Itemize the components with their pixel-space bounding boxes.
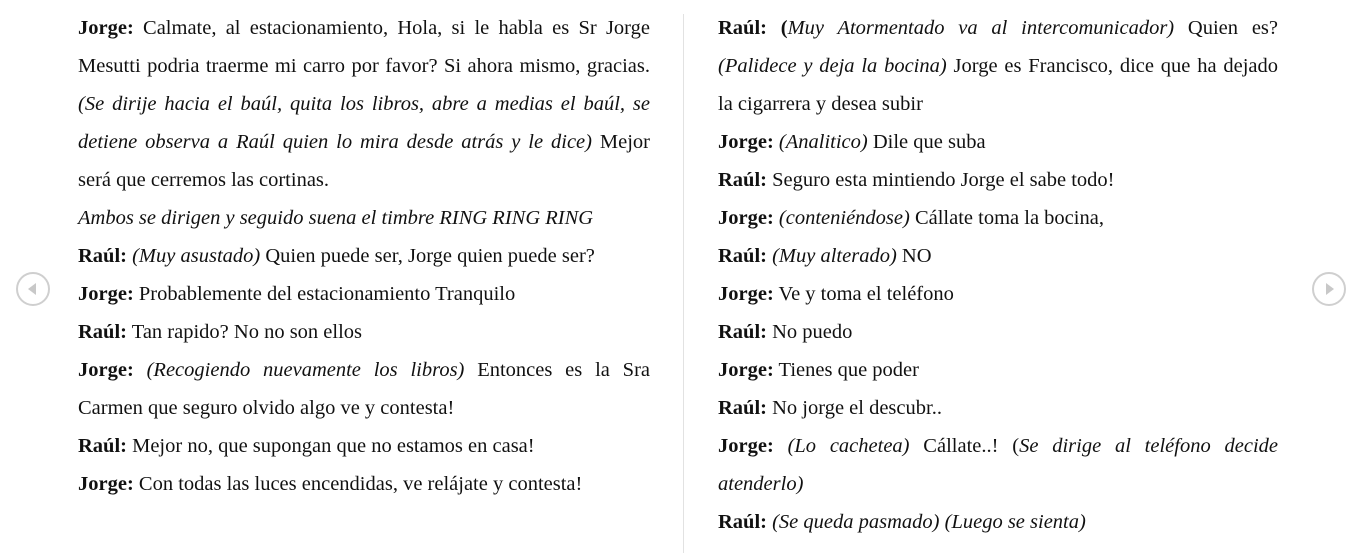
dialogue-text: Calmate, al estacionamiento, Hola, si le habla es Sr Jorge Mesutti podria traerme mi carro por favor? Si ahora mismo, gracias. (78, 17, 650, 77)
dialogue-text: Tienes que poder (773, 359, 919, 381)
script-line (718, 161, 1278, 199)
stage-direction: (Se queda pasmado) (Luego se sienta) (766, 511, 1086, 533)
speaker-name: Jorge: (78, 473, 134, 495)
chevron-right-icon (1314, 274, 1344, 304)
speaker-name: Raúl: (78, 321, 127, 343)
dialogue-text: Mejor será que cerremos las cortinas. (78, 131, 650, 191)
stage-direction: Se dirige al teléfono decide atenderlo) (718, 435, 1278, 495)
speaker-name: Jorge: (718, 283, 774, 305)
stage-direction: (Lo cachetea) (773, 435, 910, 457)
page-divider (683, 14, 684, 553)
script-line (78, 9, 650, 199)
speaker-name: Raúl: (718, 511, 767, 533)
speaker-name: Raúl: (718, 397, 767, 419)
stage-direction: Ambos se dirigen y seguido suena el timbre RING RING RING (78, 207, 594, 229)
right-page (718, 0, 1278, 541)
script-line (78, 465, 650, 503)
script-line (78, 199, 650, 237)
dialogue-text: Tan rapido? No no son ellos (126, 321, 363, 343)
speaker-name: Raúl: (718, 321, 767, 343)
speaker-name: Jorge: (718, 359, 774, 381)
speaker-name: Jorge: (78, 283, 134, 305)
script-line (78, 275, 650, 313)
next-page-button[interactable] (1312, 272, 1346, 306)
chevron-left-icon (18, 274, 48, 304)
script-line (718, 503, 1278, 541)
dialogue-text: NO (896, 245, 932, 267)
script-line (718, 199, 1278, 237)
stage-direction: (Se dirije hacia el baúl, quita los libros, abre a medias el baúl, se detiene observa a Raúl quien lo mira desde atrás y le dice) (78, 93, 650, 153)
stage-direction: Muy Atormentado va al intercomunicador) (787, 17, 1175, 39)
script-line (718, 123, 1278, 161)
script-line (718, 275, 1278, 313)
stage-direction: (Palidece y deja la bocina) (718, 55, 947, 77)
speaker-name: Raúl: ( (718, 17, 788, 39)
stage-direction: (conteniéndose) (773, 207, 910, 229)
dialogue-text: Quien puede ser, Jorge quien puede ser? (260, 245, 595, 267)
dialogue-text: Seguro esta mintiendo Jorge el sabe todo! (766, 169, 1115, 191)
script-line (718, 427, 1278, 503)
dialogue-text: Dile que suba (867, 131, 986, 153)
dialogue-text: Jorge es Francisco, dice que ha dejado la cigarrera y desea subir (718, 55, 1279, 115)
speaker-name: Raúl: (78, 245, 127, 267)
dialogue-text: Probablemente del estacionamiento Tranquilo (133, 283, 516, 305)
dialogue-text: No puedo (766, 321, 853, 343)
speaker-name: Raúl: (78, 435, 127, 457)
stage-direction: (Analitico) (773, 131, 868, 153)
dialogue-text: No jorge el descubr.. (766, 397, 942, 419)
dialogue-text: Quien es? (1174, 17, 1278, 39)
speaker-name: Raúl: (718, 245, 767, 267)
script-line (78, 237, 650, 275)
script-line (718, 9, 1278, 123)
stage-direction: (Muy asustado) (126, 245, 261, 267)
speaker-name: Raúl: (718, 169, 767, 191)
stage-direction: (Muy alterado) (766, 245, 897, 267)
speaker-name: Jorge: (718, 435, 774, 457)
dialogue-text: Entonces es la Sra Carmen que seguro olvido algo ve y contesta! (78, 359, 651, 419)
stage-direction: (Recogiendo nuevamente los libros) (133, 359, 465, 381)
script-line (78, 427, 650, 465)
speaker-name: Jorge: (78, 17, 134, 39)
speaker-name: Jorge: (78, 359, 134, 381)
dialogue-text: Ve y toma el teléfono (773, 283, 954, 305)
script-line (78, 351, 650, 427)
speaker-name: Jorge: (718, 207, 774, 229)
left-page (78, 0, 650, 503)
previous-page-button[interactable] (16, 272, 50, 306)
dialogue-text: Mejor no, que supongan que no estamos en casa! (126, 435, 535, 457)
dialogue-text: Cállate..! ( (909, 435, 1020, 457)
script-line (718, 313, 1278, 351)
script-line (718, 351, 1278, 389)
speaker-name: Jorge: (718, 131, 774, 153)
script-line (718, 389, 1278, 427)
script-line (78, 313, 650, 351)
dialogue-text: Con todas las luces encendidas, ve relájate y contesta! (133, 473, 583, 495)
dialogue-text: Cállate toma la bocina, (909, 207, 1104, 229)
script-line (718, 237, 1278, 275)
